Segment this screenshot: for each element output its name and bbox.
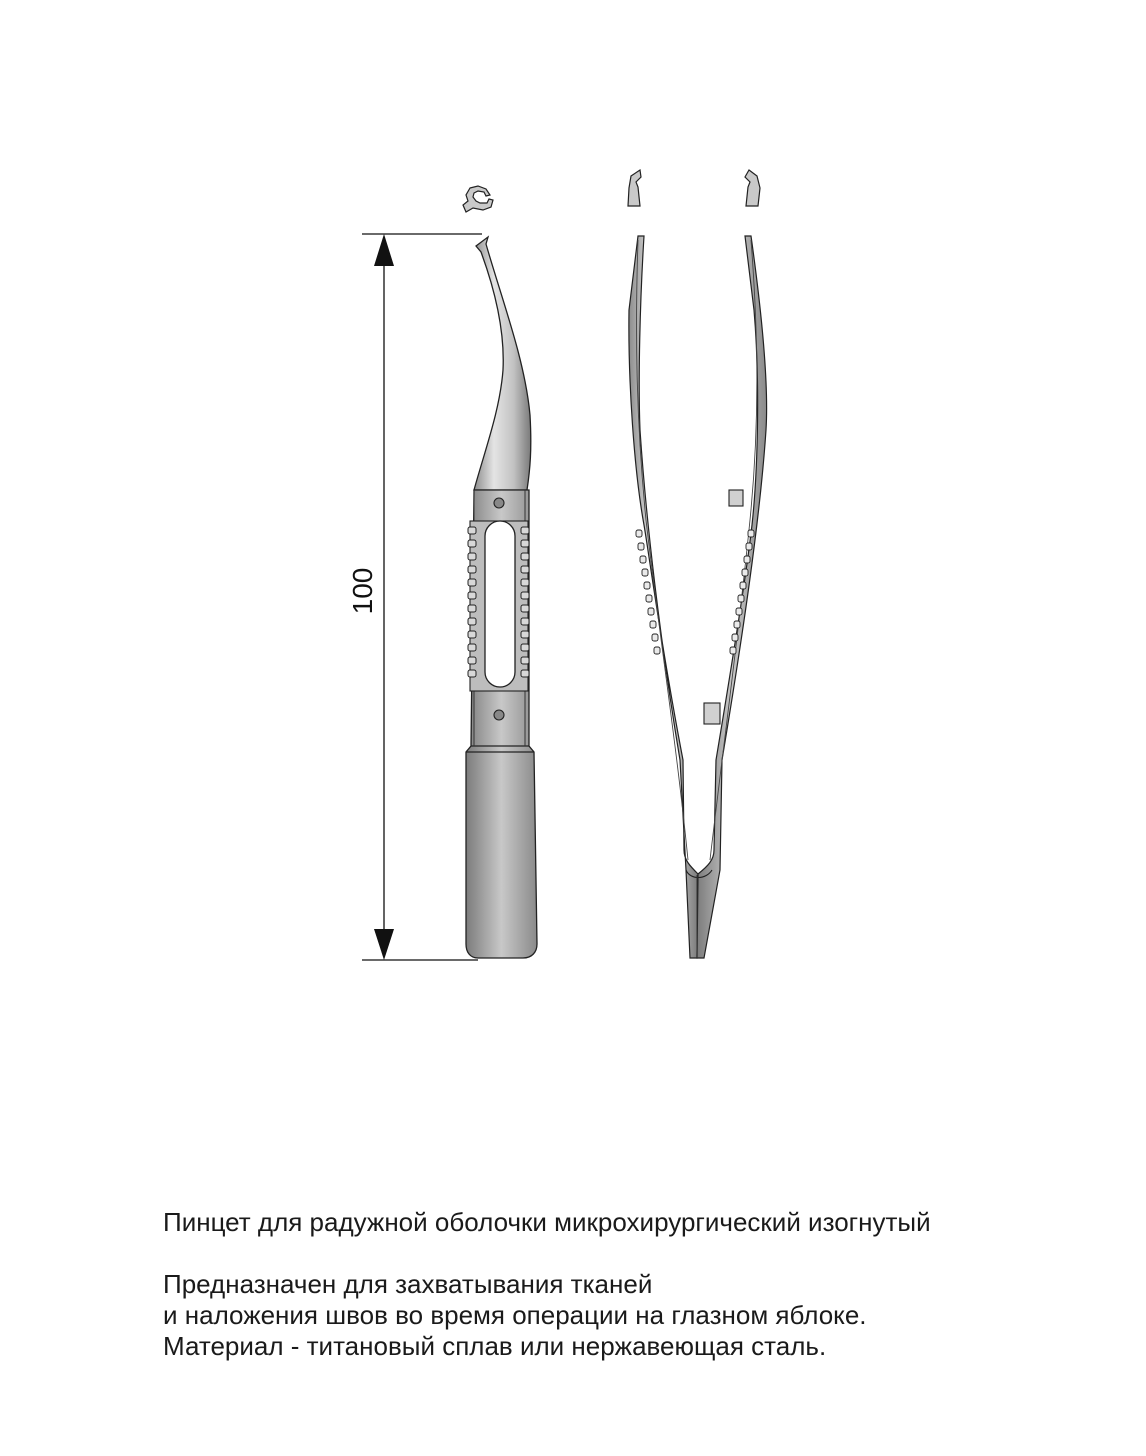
description-line: Предназначен для захватывания тканей <box>163 1269 653 1299</box>
dimension-arrow-bottom <box>374 929 394 960</box>
dimension-label: 100 <box>347 567 378 615</box>
dimension-line <box>362 234 482 960</box>
description-line: Материал - титановый сплав или нержавеющая сталь. <box>163 1331 827 1361</box>
description-line: и наложения швов во время операции на глазном яблоке. <box>163 1300 867 1330</box>
front-tip-right <box>745 170 760 206</box>
forceps-front-view <box>629 236 767 958</box>
tip-detail-hook <box>463 186 493 212</box>
instrument-description <box>163 1269 1123 1362</box>
forceps-side-view <box>466 237 537 958</box>
dimension-arrow-top <box>374 234 394 266</box>
front-tip-left <box>628 170 641 206</box>
instrument-title: Пинцет для радужной оболочки микрохирургический изогнутый <box>163 1207 931 1237</box>
